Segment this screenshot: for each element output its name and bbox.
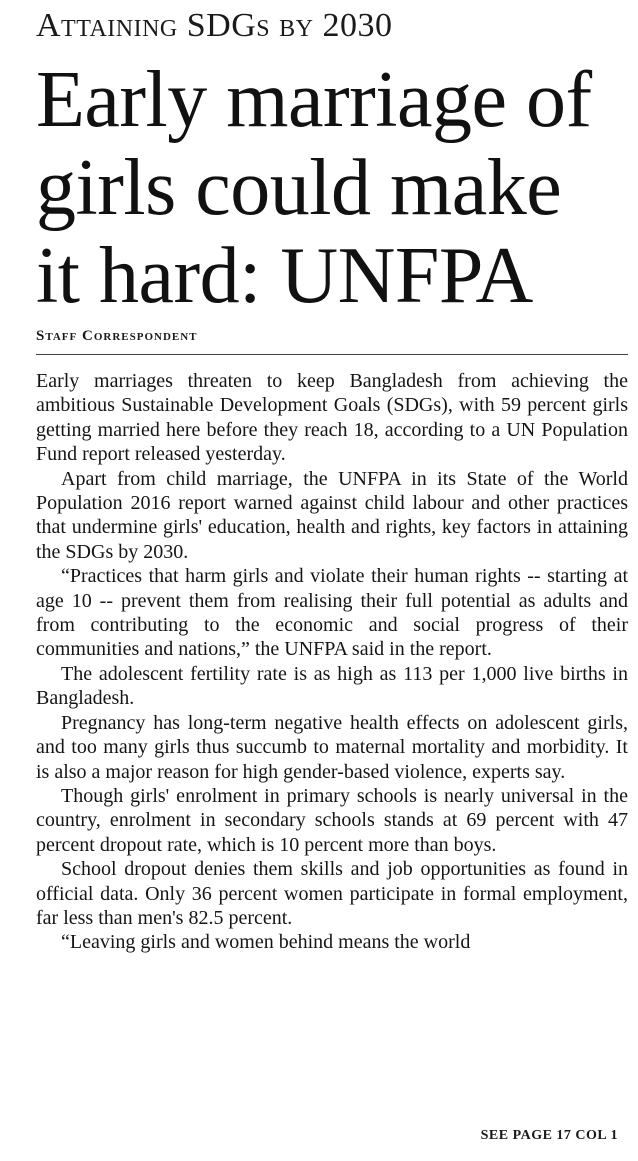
continuation-jump-line: SEE PAGE 17 COL 1 xyxy=(480,1128,618,1143)
paragraph-3: “Practices that harm girls and violate their human rights -- starting at age 10 -- prevent them from realising their full potential as adults and from contributing to the economic and social progress of their communities and nations,” the UNFPA said in the report. xyxy=(36,565,628,661)
paragraph-2: Apart from child marriage, the UNFPA in its State of the World Population 2016 report warned against child labour and other practices that undermine girls' education, health and rights, key factors in attaining the SDGs by 2030. xyxy=(36,467,628,563)
byline: Staff Correspondent xyxy=(36,328,198,344)
byline-divider xyxy=(36,354,628,355)
kicker-heading: Attaining SDGs by 2030 xyxy=(36,7,393,44)
headline-line-2: girls could make xyxy=(36,144,562,232)
article-body xyxy=(36,369,628,955)
headline-line-1: Early marriage of xyxy=(36,56,592,144)
paragraph-8: “Leaving girls and women behind means the world xyxy=(61,931,471,954)
paragraph-4: The adolescent fertility rate is as high as 113 per 1,000 live births in Bangladesh. xyxy=(36,662,628,710)
paragraph-6: Though girls' enrolment in primary schools is nearly universal in the country, enrolment in secondary schools stands at 69 percent with 47 percent dropout rate, which is 10 percent more than boys. xyxy=(36,784,628,856)
paragraph-1: Early marriages threaten to keep Bangladesh from achieving the ambitious Sustainable Development Goals (SDGs), with 59 percent girls getting married here before they reach 18, according to a UN Population Fund report released yesterday. xyxy=(36,370,628,466)
headline-line-3: it hard: UNFPA xyxy=(36,232,533,320)
paragraph-7: School dropout denies them skills and job opportunities as found in official data. Only 36 percent women participate in formal employment, far less than men's 82.5 percent. xyxy=(36,858,628,929)
paragraph-5: Pregnancy has long-term negative health effects on adolescent girls, and too many girls thus succumb to maternal mortality and morbidity. It is also a major reason for high gender-based violence, experts say. xyxy=(36,711,628,783)
headline xyxy=(36,56,636,320)
